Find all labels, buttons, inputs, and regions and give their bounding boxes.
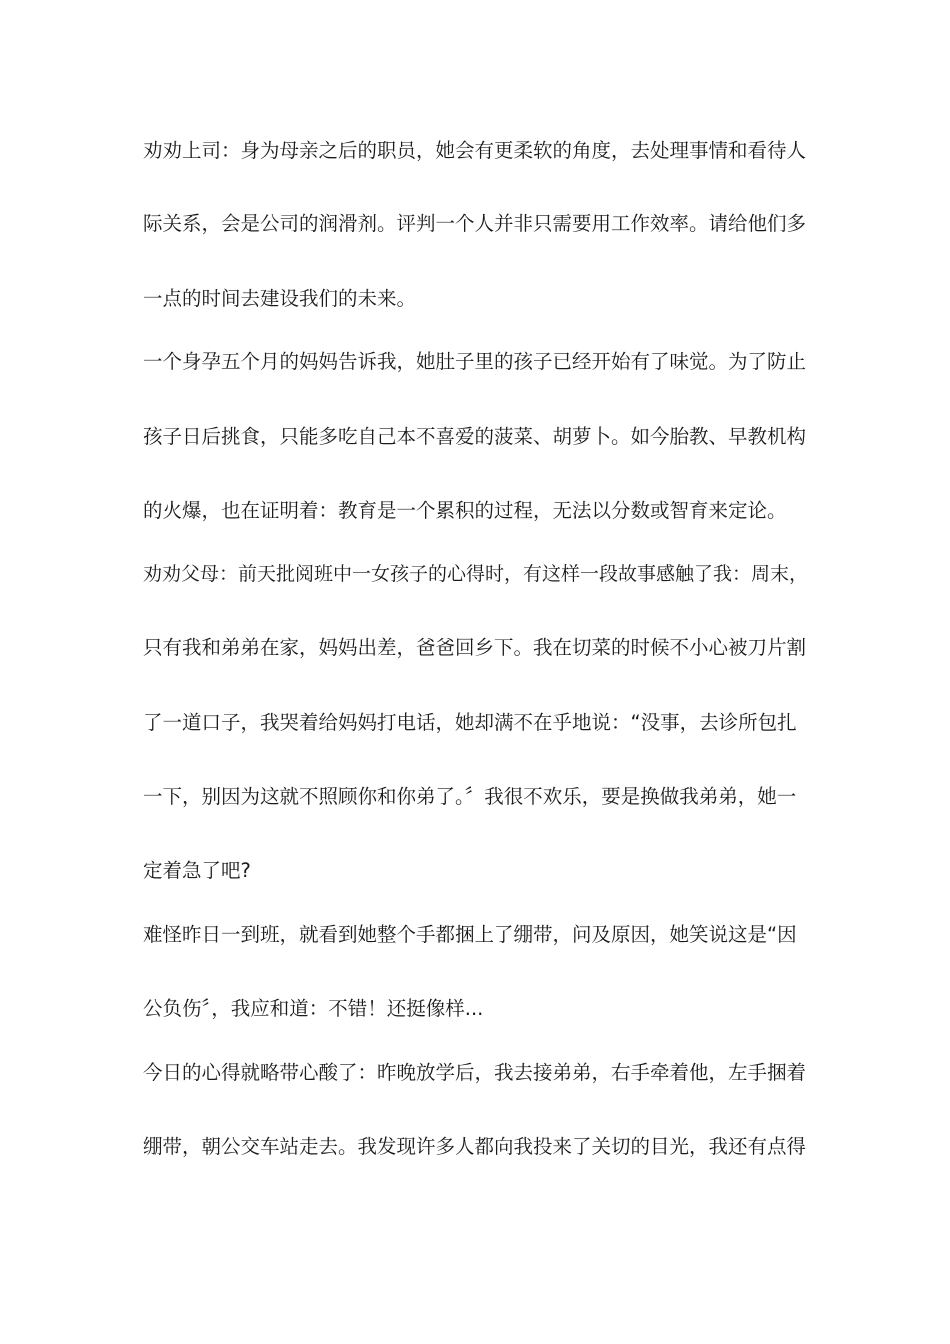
text-line: 孩子日后挑食，只能多吃自己本不喜爱的菠菜、胡萝卜。如今胎教、早教机构 — [143, 425, 807, 448]
text-line: 今日的心得就略带心酸了：昨晚放学后，我去接弟弟，右手牵着他，左手捆着 — [143, 1061, 807, 1084]
text-line: 际关系，会是公司的润滑剂。评判一个人并非只需要用工作效率。请给他们多 — [143, 212, 807, 235]
text-line: 劝劝父母：前天批阅班中一女孩子的心得时，有这样一段故事感触了我：周末， — [143, 563, 808, 585]
text-line: 一点的时间去建设我们的未来。 — [143, 287, 417, 310]
text-line: 定着急了吧? — [143, 859, 251, 882]
text-line: 了一道口子，我哭着给妈妈打电话，她却满不在乎地说：“没事，去诊所包扎 — [143, 711, 797, 734]
text-line: 公负伤〞，我应和道：不错！还挺像样... — [143, 997, 484, 1020]
text-line: 只有我和弟弟在家，妈妈出差，爸爸回乡下。我在切菜的时候不小心被刀片割 — [143, 636, 807, 659]
text-line: 绷带，朝公交车站走去。我发现许多人都向我投来了关切的目光，我还有点得 — [143, 1135, 807, 1158]
text-line: 难怪昨日一到班，就看到她整个手都捆上了绷带，问及原因，她笑说这是“因 — [143, 923, 797, 946]
text-line: 的火爆，也在证明着：教育是一个累积的过程，无法以分数或智育来定论。 — [143, 499, 787, 522]
text-line: 一个身孕五个月的妈妈告诉我，她肚子里的孩子已经开始有了味觉。为了防止 — [143, 350, 807, 373]
text-line: 劝劝上司：身为母亲之后的职员，她会有更柔软的角度，去处理事情和看待人 — [143, 139, 807, 162]
text-line: 一下，别因为这就不照顾你和你弟了。〞我很不欢乐，要是换做我弟弟，她一 — [143, 785, 797, 808]
